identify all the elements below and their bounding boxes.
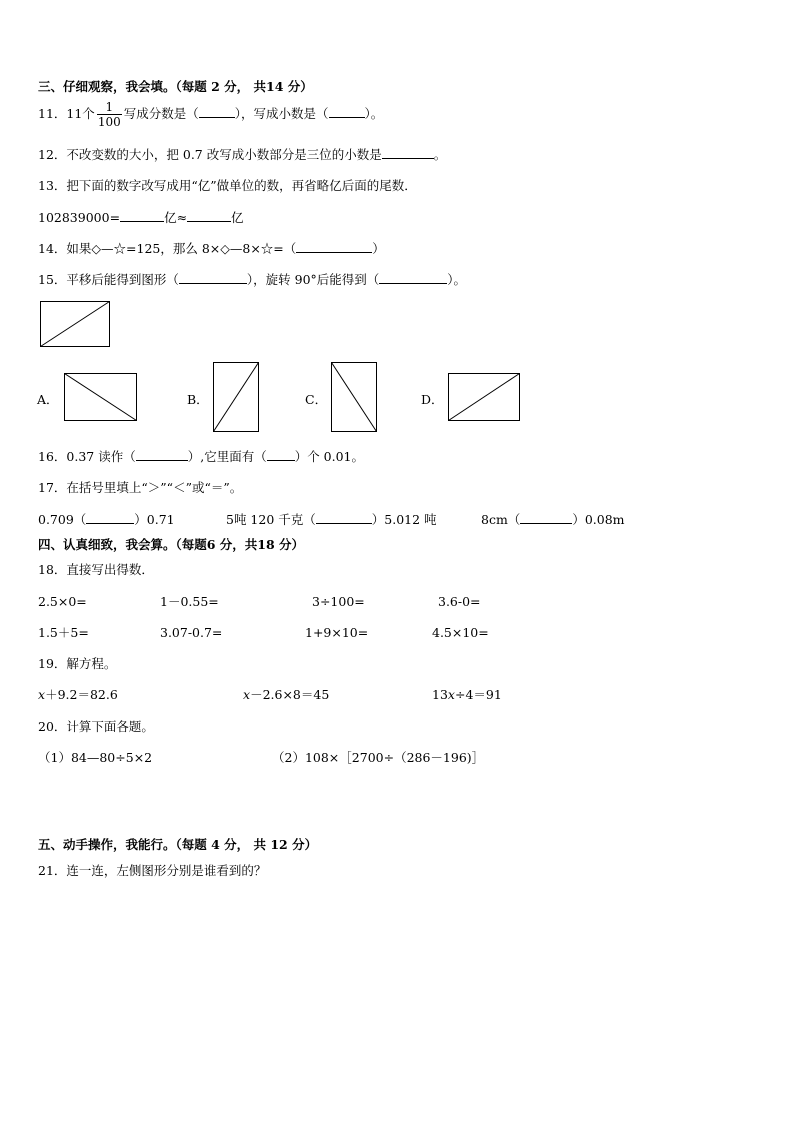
question-11 xyxy=(38,100,383,129)
q14-answer-blank[interactable] xyxy=(296,240,372,253)
q18-row2-item-3: 1+9×10= xyxy=(305,625,369,640)
q12-text: 12．不改变数的大小，把 0.7 改写成小数部分是三位的小数是 xyxy=(38,147,382,162)
q15-option-b-label[interactable]: B． xyxy=(187,392,209,407)
q15-text: 15．平移后能得到图形（ xyxy=(38,272,179,287)
q15-answer-blank-translate[interactable] xyxy=(179,271,247,284)
q19-eq1-variable: x xyxy=(38,687,46,702)
q18-row1-item-4: 3.6-0= xyxy=(438,594,481,609)
q15-reference-figure xyxy=(40,301,111,348)
q17-item-2-right: ）5.012 吨 xyxy=(371,512,437,527)
q13-answer-blank-1[interactable] xyxy=(120,209,164,222)
q19-eq3-rest: ÷4＝91 xyxy=(454,687,502,702)
q17-item-1-blank[interactable] xyxy=(86,511,134,524)
q12-answer-blank[interactable] xyxy=(382,146,434,159)
question-20: 20．计算下面各题。 xyxy=(38,719,154,734)
q17-item-1-left: 0.709（ xyxy=(38,512,87,527)
question-15 xyxy=(38,271,466,288)
question-16 xyxy=(38,448,364,465)
q15-mid: ），旋转 90°后能得到（ xyxy=(246,272,380,287)
question-18: 18．直接写出得数． xyxy=(38,562,154,577)
q17-item-2-blank[interactable] xyxy=(316,511,372,524)
q11-end: ）。 xyxy=(364,106,384,121)
q18-row1-item-2: 1－0.55= xyxy=(160,594,219,609)
q15-option-c-figure[interactable] xyxy=(331,362,378,433)
q19-eq2-rest: －2.6×8＝45 xyxy=(250,687,330,702)
q19-eq3-coef: 13 xyxy=(432,687,448,702)
q11-fraction xyxy=(97,100,122,129)
q15-option-d-figure[interactable] xyxy=(448,373,521,422)
q11-fraction-denominator: 100 xyxy=(97,115,121,129)
section-5-heading: 五、动手操作，我能行。（每题 4 分， 共 12 分） xyxy=(38,837,318,852)
q16-answer-blank-read[interactable] xyxy=(136,448,188,461)
q19-eq1-rest: ＋9.2＝82.6 xyxy=(45,687,118,702)
q15-option-b-figure[interactable] xyxy=(213,362,260,433)
q11-fraction-numerator: 1 xyxy=(97,100,122,115)
q18-row1-item-1: 2.5×0= xyxy=(38,594,87,609)
q15-end: ）。 xyxy=(447,272,467,287)
q11-answer-blank-decimal[interactable] xyxy=(329,105,365,118)
q12-end: 。 xyxy=(433,147,447,162)
q13-number: 102839000= xyxy=(38,210,121,225)
q16-part-c: ）个 0.01。 xyxy=(294,449,365,464)
q19-equation-2 xyxy=(243,687,329,703)
q15-answer-blank-rotate[interactable] xyxy=(379,271,447,284)
q11-answer-blank-fraction[interactable] xyxy=(199,105,235,118)
question-13: 13．把下面的数字改写成用“亿”做单位的数，再省略亿后面的尾数． xyxy=(38,178,417,193)
q17-item-1 xyxy=(38,511,175,528)
q20-problem-1: （1）84—80÷5×2 xyxy=(38,750,153,765)
question-17: 17．在括号里填上“＞”“＜”或“＝”。 xyxy=(38,480,243,495)
q11-prefix: 11．11个 xyxy=(38,106,95,121)
q19-equation-1 xyxy=(38,687,118,703)
q16-part-a: 16．0.37 读作（ xyxy=(38,449,136,464)
q19-equation-3 xyxy=(432,687,502,703)
q15-option-a-label[interactable]: A． xyxy=(37,392,59,407)
question-19: 19．解方程。 xyxy=(38,656,117,671)
q17-item-3-right: ）0.08m xyxy=(572,512,625,527)
q20-problem-2: （2）108×［2700÷（286－196)］ xyxy=(272,750,485,765)
q18-row2-item-2: 3.07-0.7= xyxy=(160,625,223,640)
q13-unit: 亿 xyxy=(231,210,244,225)
question-13-line xyxy=(38,209,244,226)
q15-option-c-label[interactable]: C． xyxy=(305,392,328,407)
q16-answer-blank-count[interactable] xyxy=(267,448,295,461)
q16-part-b: ）,它里面有（ xyxy=(187,449,267,464)
q18-row1-item-3: 3÷100= xyxy=(312,594,365,609)
question-14 xyxy=(38,240,385,257)
q19-eq3-variable: x xyxy=(447,687,455,702)
section-4-heading: 四、认真细致，我会算。（每题6 分，共18 分） xyxy=(38,537,305,552)
q17-item-1-right: ）0.71 xyxy=(134,512,175,527)
q14-text: 14．如果◇—☆=125，那么 8×◇—8×☆=（ xyxy=(38,241,297,256)
q13-unit-approx: 亿≈ xyxy=(164,210,188,225)
q15-option-d-label[interactable]: D． xyxy=(421,392,444,407)
q18-row2-item-1: 1.5＋5= xyxy=(38,625,89,640)
q17-item-2 xyxy=(226,511,437,528)
q15-option-a-figure[interactable] xyxy=(64,373,138,422)
q11-mid2: ），写成小数是（ xyxy=(234,106,329,121)
q17-item-2-left: 5吨 120 千克（ xyxy=(226,512,316,527)
q17-item-3-left: 8cm（ xyxy=(481,512,521,527)
question-21: 21．连一连，左侧图形分别是谁看到的？ xyxy=(38,863,267,878)
q11-mid: 写成分数是（ xyxy=(123,106,199,121)
q14-end: ） xyxy=(372,241,385,256)
question-12 xyxy=(38,146,446,163)
section-3-heading: 三、仔细观察，我会填。（每题 2 分， 共14 分） xyxy=(38,79,313,94)
q18-row2-item-4: 4.5×10= xyxy=(432,625,489,640)
q17-item-3-blank[interactable] xyxy=(520,511,572,524)
q13-answer-blank-2[interactable] xyxy=(187,209,231,222)
q17-item-3 xyxy=(481,511,625,528)
q19-eq2-variable: x xyxy=(243,687,251,702)
